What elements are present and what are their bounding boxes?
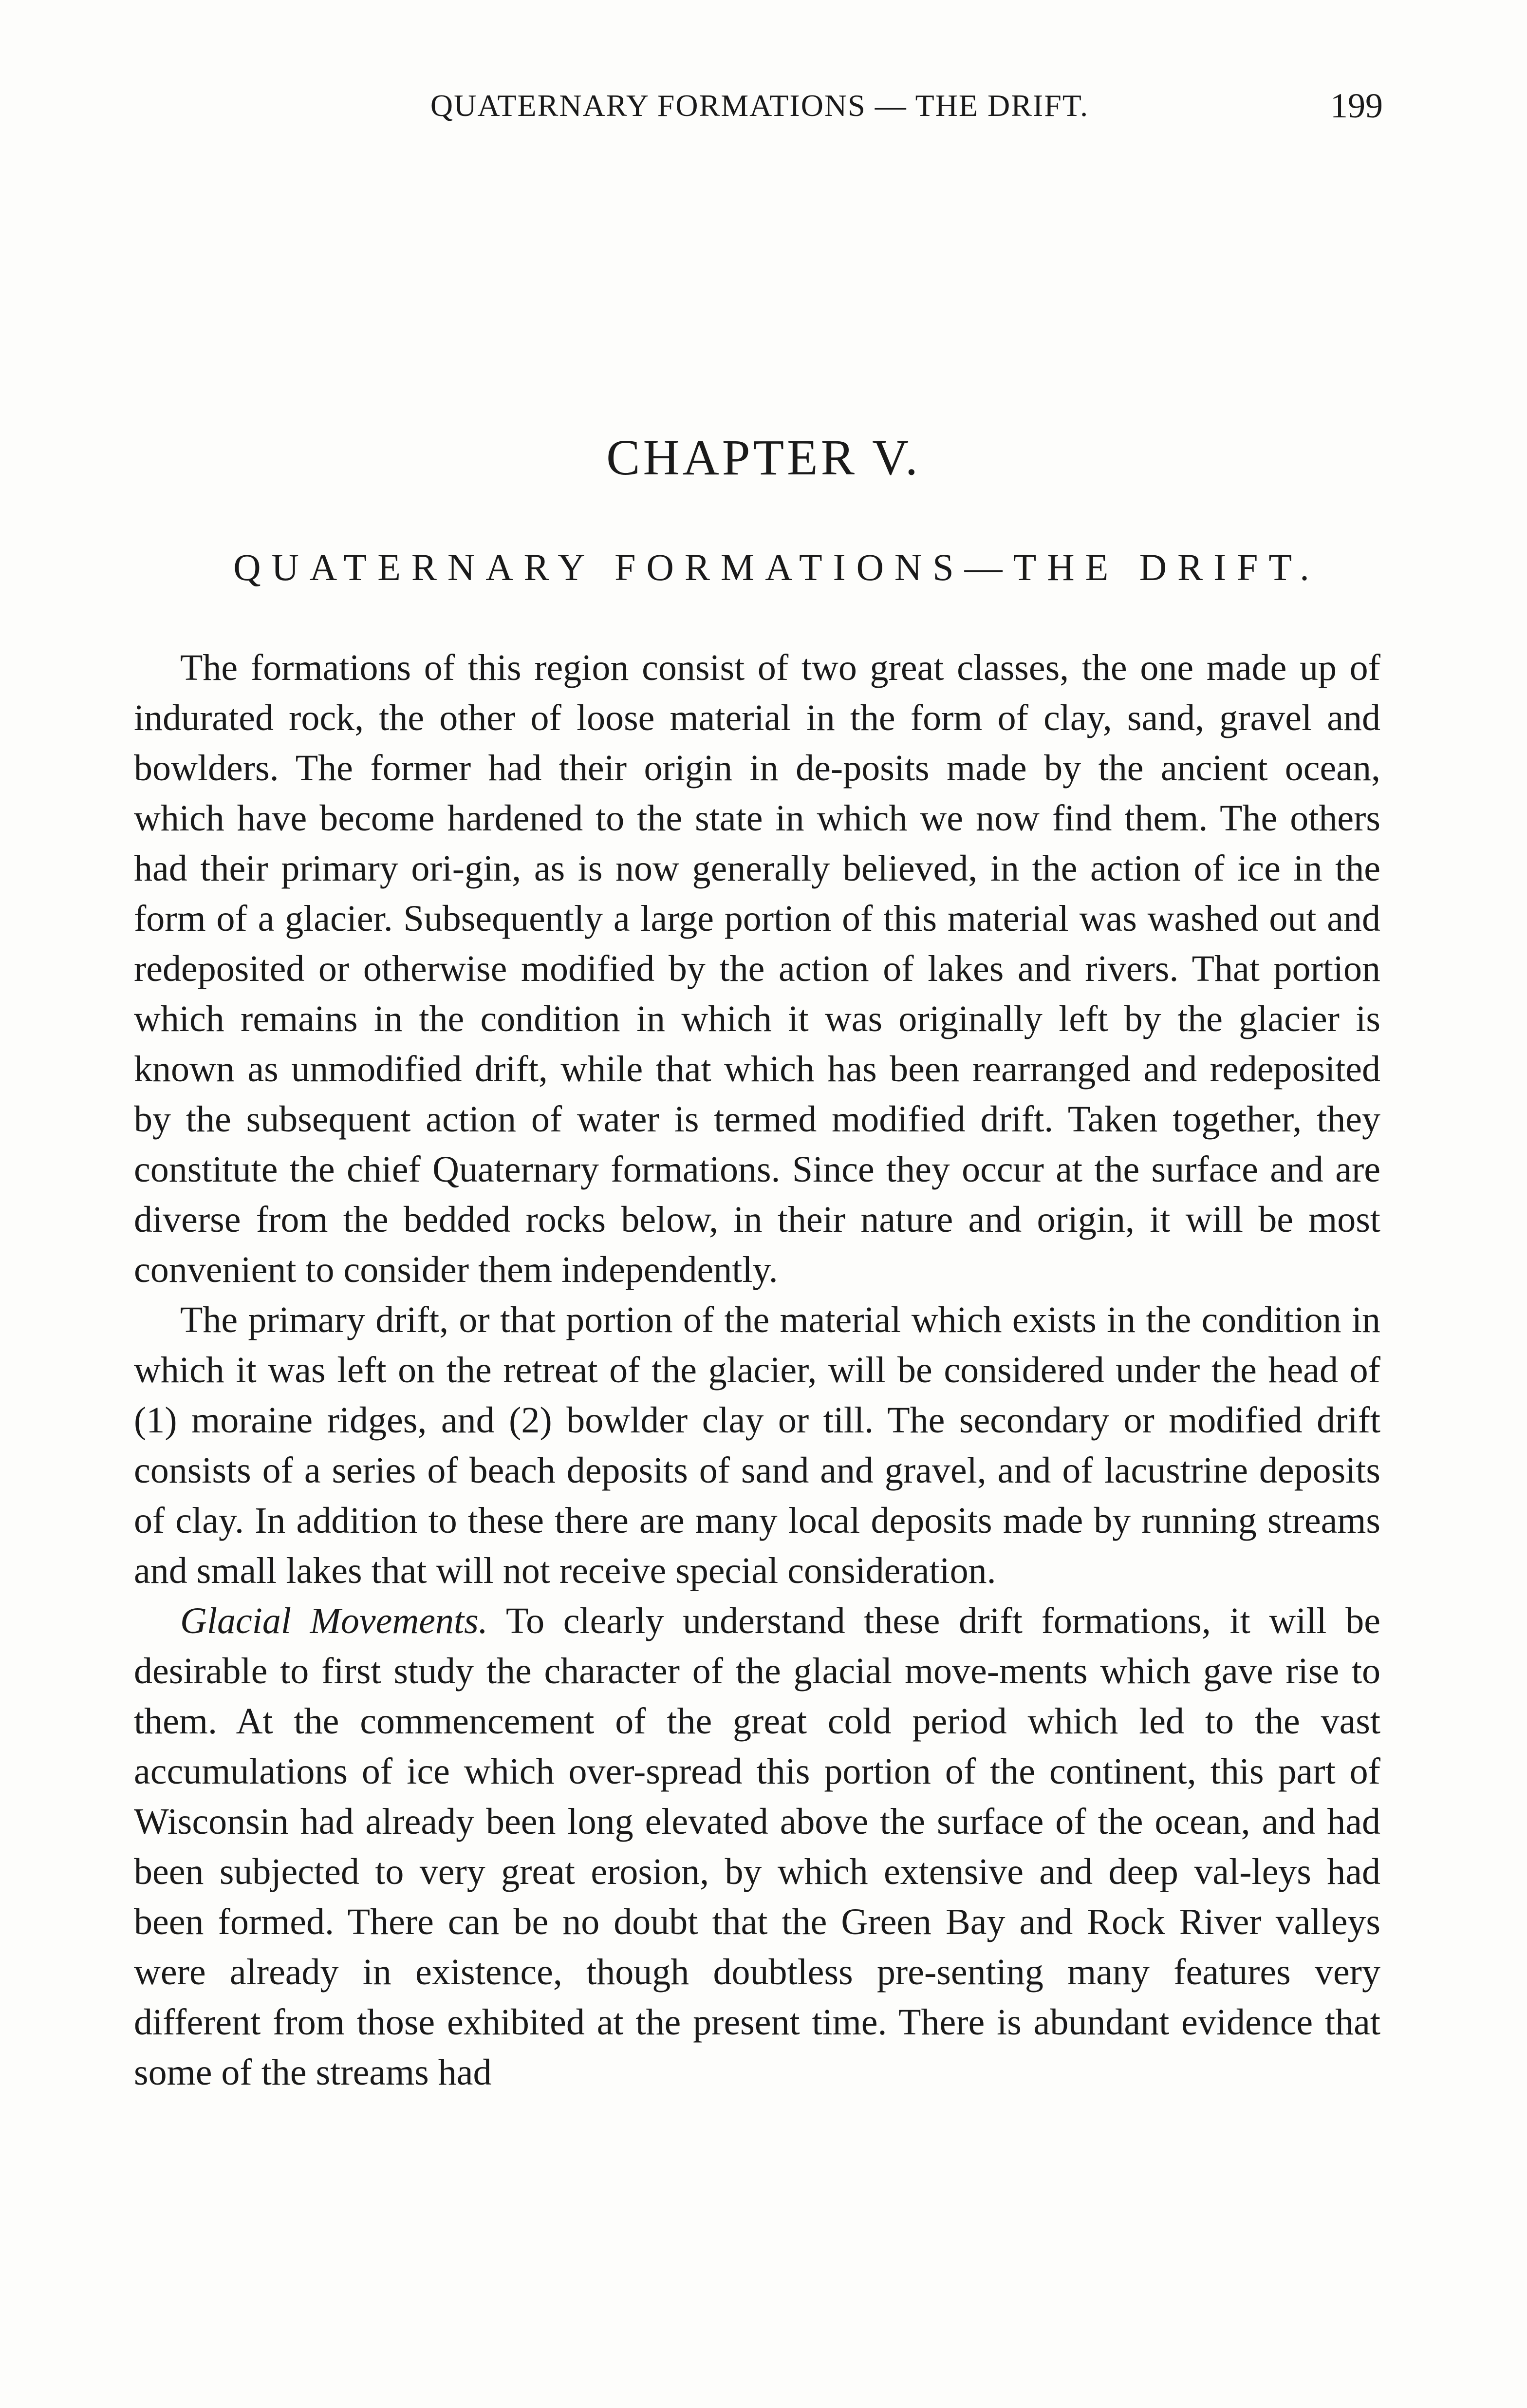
running-title: QUATERNARY FORMATIONS — THE DRIFT. [430,88,1089,123]
page-number: 199 [1330,86,1383,125]
paragraph-1: The formations of this region consist of two great classes, the one made up of indurated rock, the other of loose material in the form of clay, sand, gravel and bowlders. The former had their origin in de-posits made by the ancient ocean, which have become hardened to the state in which we now find them. The others had their primary ori-gin, as is now generally believed, in the action of ice in the form of a glacier. Subsequently a large portion of this material was washed out and redeposited or otherwise modified by the action of lakes and rivers. That portion which remains in the condition in which it was originally left by the glacier is known as unmodified drift, while that which has been rearranged and redeposited by the subsequent action of water is termed modified drift. Taken together, they constitute the chief Quaternary formations. Since they occur at the surface and are diverse from the bedded rocks below, in their nature and origin, it will be most convenient to consider them independently. [134,647,1380,1290]
paragraph-3 [134,1596,1380,2098]
paragraph-3-text: To clearly understand these drift formations, it will be desirable to first study the character of the glacial move-ments which gave rise to them. At the commencement of the great cold period which led to the vast accumulations of ice which over-spread this portion of the continent, this part of Wisconsin had already been long elevated above the surface of the ocean, and had been subjected to very great erosion, by which extensive and deep val-leys had been formed. There can be no doubt that the Green Bay and Rock River valleys were already in existence, though doubtless pre-senting many features very different from those exhibited at the present time. There is abundant evidence that some of the streams had [134,1600,1380,2093]
paragraph-2: The primary drift, or that portion of the material which exists in the condition in which it was left on the retreat of the glacier, will be considered under the head of (1) moraine ridges, and (2) bowlder clay or till. The secondary or modified drift consists of a series of beach deposits of sand and gravel, and of lacustrine deposits of clay. In addition to these there are many local deposits made by running streams and small lakes that will not receive special consideration. [134,1299,1380,1591]
running-head [136,83,1383,136]
section-heading-glacial-movements: Glacial Movements. [180,1600,488,1641]
body-text [134,643,1380,2098]
chapter-number: CHAPTER V. [606,430,921,486]
chapter-title: QUATERNARY FORMATIONS—THE DRIFT. [233,546,1320,588]
